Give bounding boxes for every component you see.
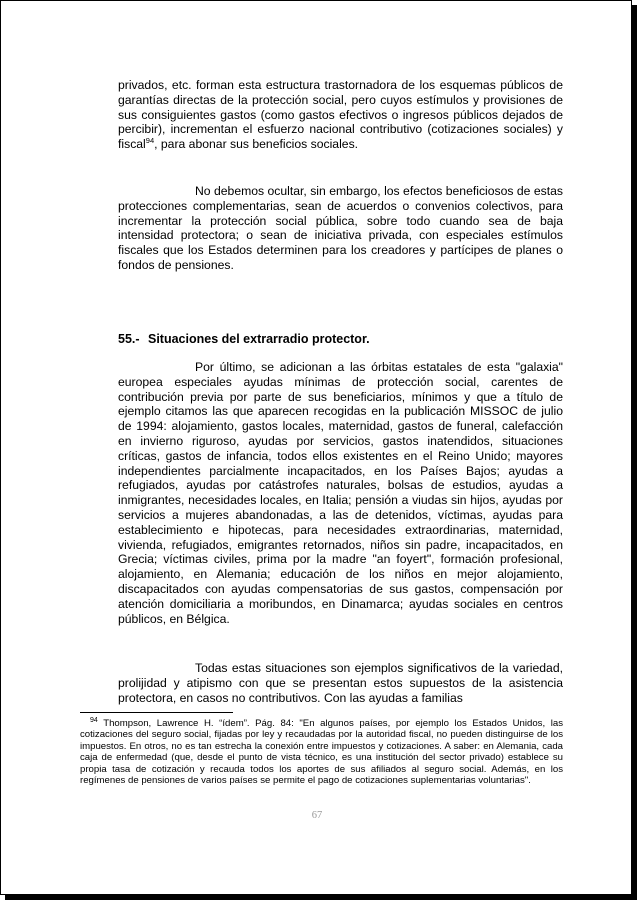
footnote-separator <box>80 712 233 713</box>
footnote <box>80 718 563 786</box>
paragraph-text: privados, etc. forman esta estructura trastornadora de los esquemas públicos de garantías directas de la protección social, pero cuyos estímulos y provisiones de sus consiguientes gastos (como gastos efectivos o ingresos públicos dejados de percibir), incrementan el esfuerzo nacional contributivo (cotizaciones sociales) y fiscal <box>118 78 563 152</box>
paragraph-galaxia-ayudas: Por último, se adicionan a las órbitas estatales de esta "galaxia" europea especiales ayudas mínimas de protección social, carentes de contribución previa por parte de sus beneficiarios, mínimos y que a título de ejemplo citamos las que aparecen recogidas en la publicación MISSOC de julio de 1994: alojamiento, gastos locales, maternidad, gastos de funeral, calefacción en invierno riguroso, ayudas por servicios, gastos inatendidos, situaciones críticas, gastos de infancia, todos ellos existentes en el Reino Unido; mayores independientes parcialmente incapacitados, en los Países Bajos; ayudas a refugiados, ayudas por catástrofes naturales, bolsas de estudios, ayudas a inmigrantes, necesidades locales, en Italia; pensión a viudas sin hijos, ayudas por servicios a mujeres abandonadas, a las de detenidos, víctimas, ayudas para establecimiento e hipotecas, para necesidades extraordinarias, maternidad, vivienda, refugiados, emigrantes retornados, niños sin padre, incapacitados, en Grecia; víctimas civiles, prima por la madre "an foyert", formación profesional, alojamiento, en Alemania; educación de los niños en mejor alojamiento, discapacitados con ayudas compensatorias de sus gastos, compensación por atención domiciliaria a moribundos, en Dinamarca; ayudas sociales en centros públicos, en Bélgica. <box>118 360 563 626</box>
paragraph-complementary-protection: No debemos ocultar, sin embargo, los efectos beneficiosos de estas protecciones complementarias, sean de acuerdos o convenios colectivos, para incrementar la protección social pública, sobre todo cuando sea de baja intensidad protectora; o sean de iniciativa privada, con especiales estímulos fiscales que los Estados determinen para los creadores y partícipes de planes o fondos de pensiones. <box>118 184 563 272</box>
section-number: 55.- <box>118 332 140 346</box>
section-title: Situaciones del extrarradio protector. <box>148 332 370 346</box>
paragraph-text-end: , para abonar sus beneficios sociales. <box>154 137 359 152</box>
paragraph-todas-situaciones: Todas estas situaciones son ejemplos significativos de la variedad, prolijidad y atipismo con que se presentan estos supuestos de la asistencia protectora, en casos no contributivos. Con las ayudas a familias <box>118 661 563 705</box>
paragraph-continuation <box>118 78 563 152</box>
footnote-mark: 94 <box>90 716 98 724</box>
page-shadow-bottom <box>5 895 637 900</box>
footnote-reference[interactable]: 94 <box>145 136 155 146</box>
page-shadow-right <box>632 5 637 900</box>
section-heading <box>118 332 370 346</box>
page-number: 67 <box>311 810 323 821</box>
footnote-text: Thompson, Lawrence H. “ídem”. Pág. 84: "En algunos países, por ejemplo los Estados Unidos, las cotizaciones del seguro social, fijadas por ley y recaudadas por la autoridad fiscal, no pueden distinguirse de los impuestos. En otros, no es tan estrecha la conexión entre impuestos y cotizaciones. A saber: en Alemania, cada caja de enfermedad (que, desde el punto de vista técnico, es una institución del sector privado) establece su propia tasa de cotización y recauda todos los aportes de sus afiliados al seguro social. Además, en los regímenes de pensiones de varios países se permite el pago de cotizaciones suplementarias voluntarias". <box>80 718 563 787</box>
